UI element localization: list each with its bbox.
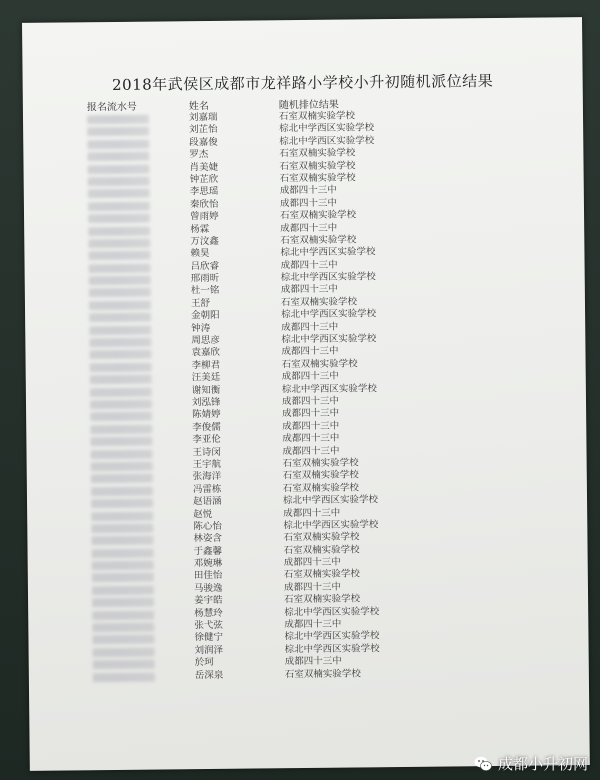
wechat-icon xyxy=(474,756,492,772)
assigned-school: 石室双楠实验学校 xyxy=(280,234,357,247)
redacted-registration-number xyxy=(92,610,154,620)
student-name: 金朝阳 xyxy=(191,310,220,322)
redacted-registration-number xyxy=(89,263,151,273)
assigned-school: 棕北中学西区实验学校 xyxy=(282,494,379,507)
redacted-registration-number xyxy=(91,462,153,472)
assigned-school: 成都四十三中 xyxy=(281,395,340,408)
student-name: 袁嘉欣 xyxy=(191,347,221,359)
assigned-school: 成都四十三中 xyxy=(281,321,339,333)
redacted-registration-number xyxy=(89,325,151,335)
redacted-registration-number xyxy=(91,474,153,484)
student-name: 万汶鑫 xyxy=(190,235,219,248)
assigned-school: 石室双楠实验学校 xyxy=(280,296,358,309)
student-name: 王舒 xyxy=(190,297,211,310)
student-name: 杜一铭 xyxy=(190,285,220,297)
result-table-body xyxy=(23,108,589,684)
student-name: 周思彦 xyxy=(191,334,220,347)
student-name: 赵语涵 xyxy=(192,495,222,508)
redacted-registration-number xyxy=(87,127,149,137)
redacted-registration-number xyxy=(90,424,152,434)
student-name: 刘嘉瑞 xyxy=(188,111,218,124)
student-name: 张海洋 xyxy=(192,471,222,483)
redacted-registration-number xyxy=(88,177,150,187)
watermark-text: 成都小升初网 xyxy=(497,755,588,773)
redacted-registration-number xyxy=(88,226,150,236)
assigned-school: 成都四十三中 xyxy=(284,618,342,631)
assigned-school: 棕北中学西区实验学校 xyxy=(284,605,380,618)
student-name: 钟涛 xyxy=(191,322,211,334)
redacted-registration-number xyxy=(87,139,149,149)
redacted-registration-number xyxy=(88,239,150,249)
student-name: 於珂 xyxy=(194,657,214,669)
student-name: 马骏逸 xyxy=(193,582,223,595)
assigned-school: 石室双楠实验学校 xyxy=(279,147,356,160)
header-registration-number: 报名流水号 xyxy=(86,101,137,114)
redacted-registration-number xyxy=(91,523,153,533)
assigned-school: 石室双楠实验学校 xyxy=(281,358,358,371)
assigned-school: 棕北中学西区实验学校 xyxy=(281,308,377,321)
redacted-registration-number xyxy=(93,660,155,670)
redacted-registration-number xyxy=(91,486,153,496)
student-name: 徐健宁 xyxy=(194,632,224,644)
assigned-school: 成都四十三中 xyxy=(280,259,338,271)
assigned-school: 成都四十三中 xyxy=(283,556,341,569)
student-name: 谢知衡 xyxy=(191,384,221,396)
student-name: 张弋弦 xyxy=(194,619,223,632)
redacted-registration-number xyxy=(92,573,154,583)
student-name: 陈心怡 xyxy=(193,520,222,533)
redacted-registration-number xyxy=(91,499,153,509)
redacted-registration-number xyxy=(91,536,153,546)
assigned-school: 成都四十三中 xyxy=(282,445,340,457)
redacted-registration-number xyxy=(87,152,149,162)
assigned-school: 石室双楠实验学校 xyxy=(278,110,356,123)
redacted-registration-number xyxy=(90,437,152,447)
assigned-school: 棕北中学西区实验学校 xyxy=(284,643,380,656)
redacted-registration-number xyxy=(90,412,152,422)
student-name: 林姿含 xyxy=(193,533,222,545)
student-name: 岳深泉 xyxy=(194,669,224,681)
assigned-school: 石室双楠实验学校 xyxy=(282,469,359,482)
assigned-school: 石室双楠实验学校 xyxy=(279,160,356,172)
redacted-registration-number xyxy=(90,449,152,459)
assigned-school: 棕北中学西区实验学校 xyxy=(281,333,377,346)
redacted-registration-number xyxy=(93,672,155,682)
assigned-school: 石室双楠实验学校 xyxy=(283,531,360,544)
student-name: 秦欣怡 xyxy=(189,198,219,210)
assigned-school: 成都四十三中 xyxy=(279,184,337,197)
assigned-school: 石室双楠实验学校 xyxy=(284,667,361,680)
student-name: 李俊儒 xyxy=(192,421,221,433)
student-name: 王诗闵 xyxy=(192,446,222,458)
redacted-registration-number xyxy=(88,164,150,174)
redacted-registration-number xyxy=(89,300,151,310)
assigned-school: 成都四十三中 xyxy=(281,346,339,358)
document-title: 2018年武侯区成都市龙祥路小学校小升初随机派位结果 xyxy=(111,72,494,94)
student-name: 邢雨昕 xyxy=(190,272,220,285)
redacted-registration-number xyxy=(90,387,152,397)
redacted-registration-number xyxy=(88,251,150,261)
header-name: 姓名 xyxy=(188,100,209,113)
header-assignment-result: 随机排位结果 xyxy=(278,99,339,112)
result-notice-paper xyxy=(22,17,590,771)
assigned-school: 成都四十三中 xyxy=(282,408,340,420)
student-name: 杨慧玲 xyxy=(194,607,223,619)
redacted-registration-number xyxy=(92,561,154,571)
student-name: 杨霖 xyxy=(190,223,210,235)
student-name: 陈婧婷 xyxy=(192,409,221,421)
assigned-school: 成都四十三中 xyxy=(281,370,339,383)
assigned-school: 成都四十三中 xyxy=(280,222,338,234)
watermark xyxy=(474,753,588,774)
assigned-school: 棕北中学西区实验学校 xyxy=(279,135,375,148)
student-name: 李思瑶 xyxy=(189,186,219,198)
assigned-school: 棕北中学西区实验学校 xyxy=(280,271,376,284)
student-name: 钟芷欣 xyxy=(189,173,219,186)
student-name: 李亚伦 xyxy=(192,434,221,446)
student-name: 刘芷怡 xyxy=(189,124,218,136)
assigned-school: 成都四十三中 xyxy=(284,655,342,668)
redacted-registration-number xyxy=(89,288,151,298)
assigned-school: 石室双楠实验学校 xyxy=(282,457,359,470)
student-name: 邓婉琳 xyxy=(193,557,223,570)
redacted-registration-number xyxy=(93,647,155,657)
redacted-registration-number xyxy=(92,585,154,595)
student-name: 段嘉俊 xyxy=(189,136,218,148)
redacted-registration-number xyxy=(92,598,154,608)
assigned-school: 棕北中学西区实验学校 xyxy=(283,519,379,532)
redacted-registration-number xyxy=(88,189,150,199)
student-name: 肖美婕 xyxy=(189,161,219,173)
student-name: 姜宇皓 xyxy=(194,595,223,607)
assigned-school: 成都四十三中 xyxy=(283,507,341,519)
redacted-registration-number xyxy=(91,511,153,521)
student-name: 田佳怡 xyxy=(193,570,223,582)
assigned-school: 成都四十三中 xyxy=(283,581,342,594)
redacted-registration-number xyxy=(92,623,154,633)
student-name: 刘润泽 xyxy=(194,644,224,656)
assigned-school: 棕北中学西区实验学校 xyxy=(279,122,375,135)
redacted-registration-number xyxy=(89,350,151,360)
redacted-registration-number xyxy=(87,115,149,125)
assigned-school: 石室双楠实验学校 xyxy=(284,593,361,606)
assigned-school: 棕北中学西区实验学校 xyxy=(284,630,380,643)
redacted-registration-number xyxy=(89,313,151,323)
assigned-school: 棕北中学西区实验学校 xyxy=(280,246,376,259)
assigned-school: 石室双楠实验学校 xyxy=(282,482,359,494)
student-name: 于鑫馨 xyxy=(193,545,223,557)
student-name: 王宇航 xyxy=(192,458,222,471)
redacted-registration-number xyxy=(88,201,150,211)
redacted-registration-number xyxy=(90,400,152,410)
student-name: 赵悦 xyxy=(193,508,213,520)
student-name: 赖昊 xyxy=(190,248,210,260)
redacted-registration-number xyxy=(90,375,152,385)
assigned-school: 石室双楠实验学校 xyxy=(279,172,356,185)
student-name: 吕欣睿 xyxy=(190,260,220,272)
student-name: 冯雷栋 xyxy=(192,483,222,495)
redacted-registration-number xyxy=(89,276,151,286)
student-name: 曾雨婷 xyxy=(189,211,219,223)
assigned-school: 成都四十三中 xyxy=(282,420,340,432)
redacted-registration-number xyxy=(89,338,151,348)
student-name: 刘泓锋 xyxy=(191,396,221,409)
assigned-school: 石室双楠实验学校 xyxy=(283,544,360,556)
assigned-school: 石室双楠实验学校 xyxy=(279,209,357,222)
student-name: 李柳君 xyxy=(191,359,221,371)
redacted-registration-number xyxy=(92,635,154,645)
assigned-school: 成都四十三中 xyxy=(279,197,337,209)
redacted-registration-number xyxy=(88,214,150,224)
assigned-school: 棕北中学西区实验学校 xyxy=(281,382,377,395)
assigned-school: 成都四十三中 xyxy=(280,284,338,296)
assigned-school: 石室双楠实验学校 xyxy=(283,568,360,581)
redacted-registration-number xyxy=(92,548,154,558)
redacted-registration-number xyxy=(90,362,152,372)
student-name: 罗杰 xyxy=(189,149,209,161)
assigned-school: 成都四十三中 xyxy=(282,432,340,445)
student-name: 汪美廷 xyxy=(191,372,221,384)
